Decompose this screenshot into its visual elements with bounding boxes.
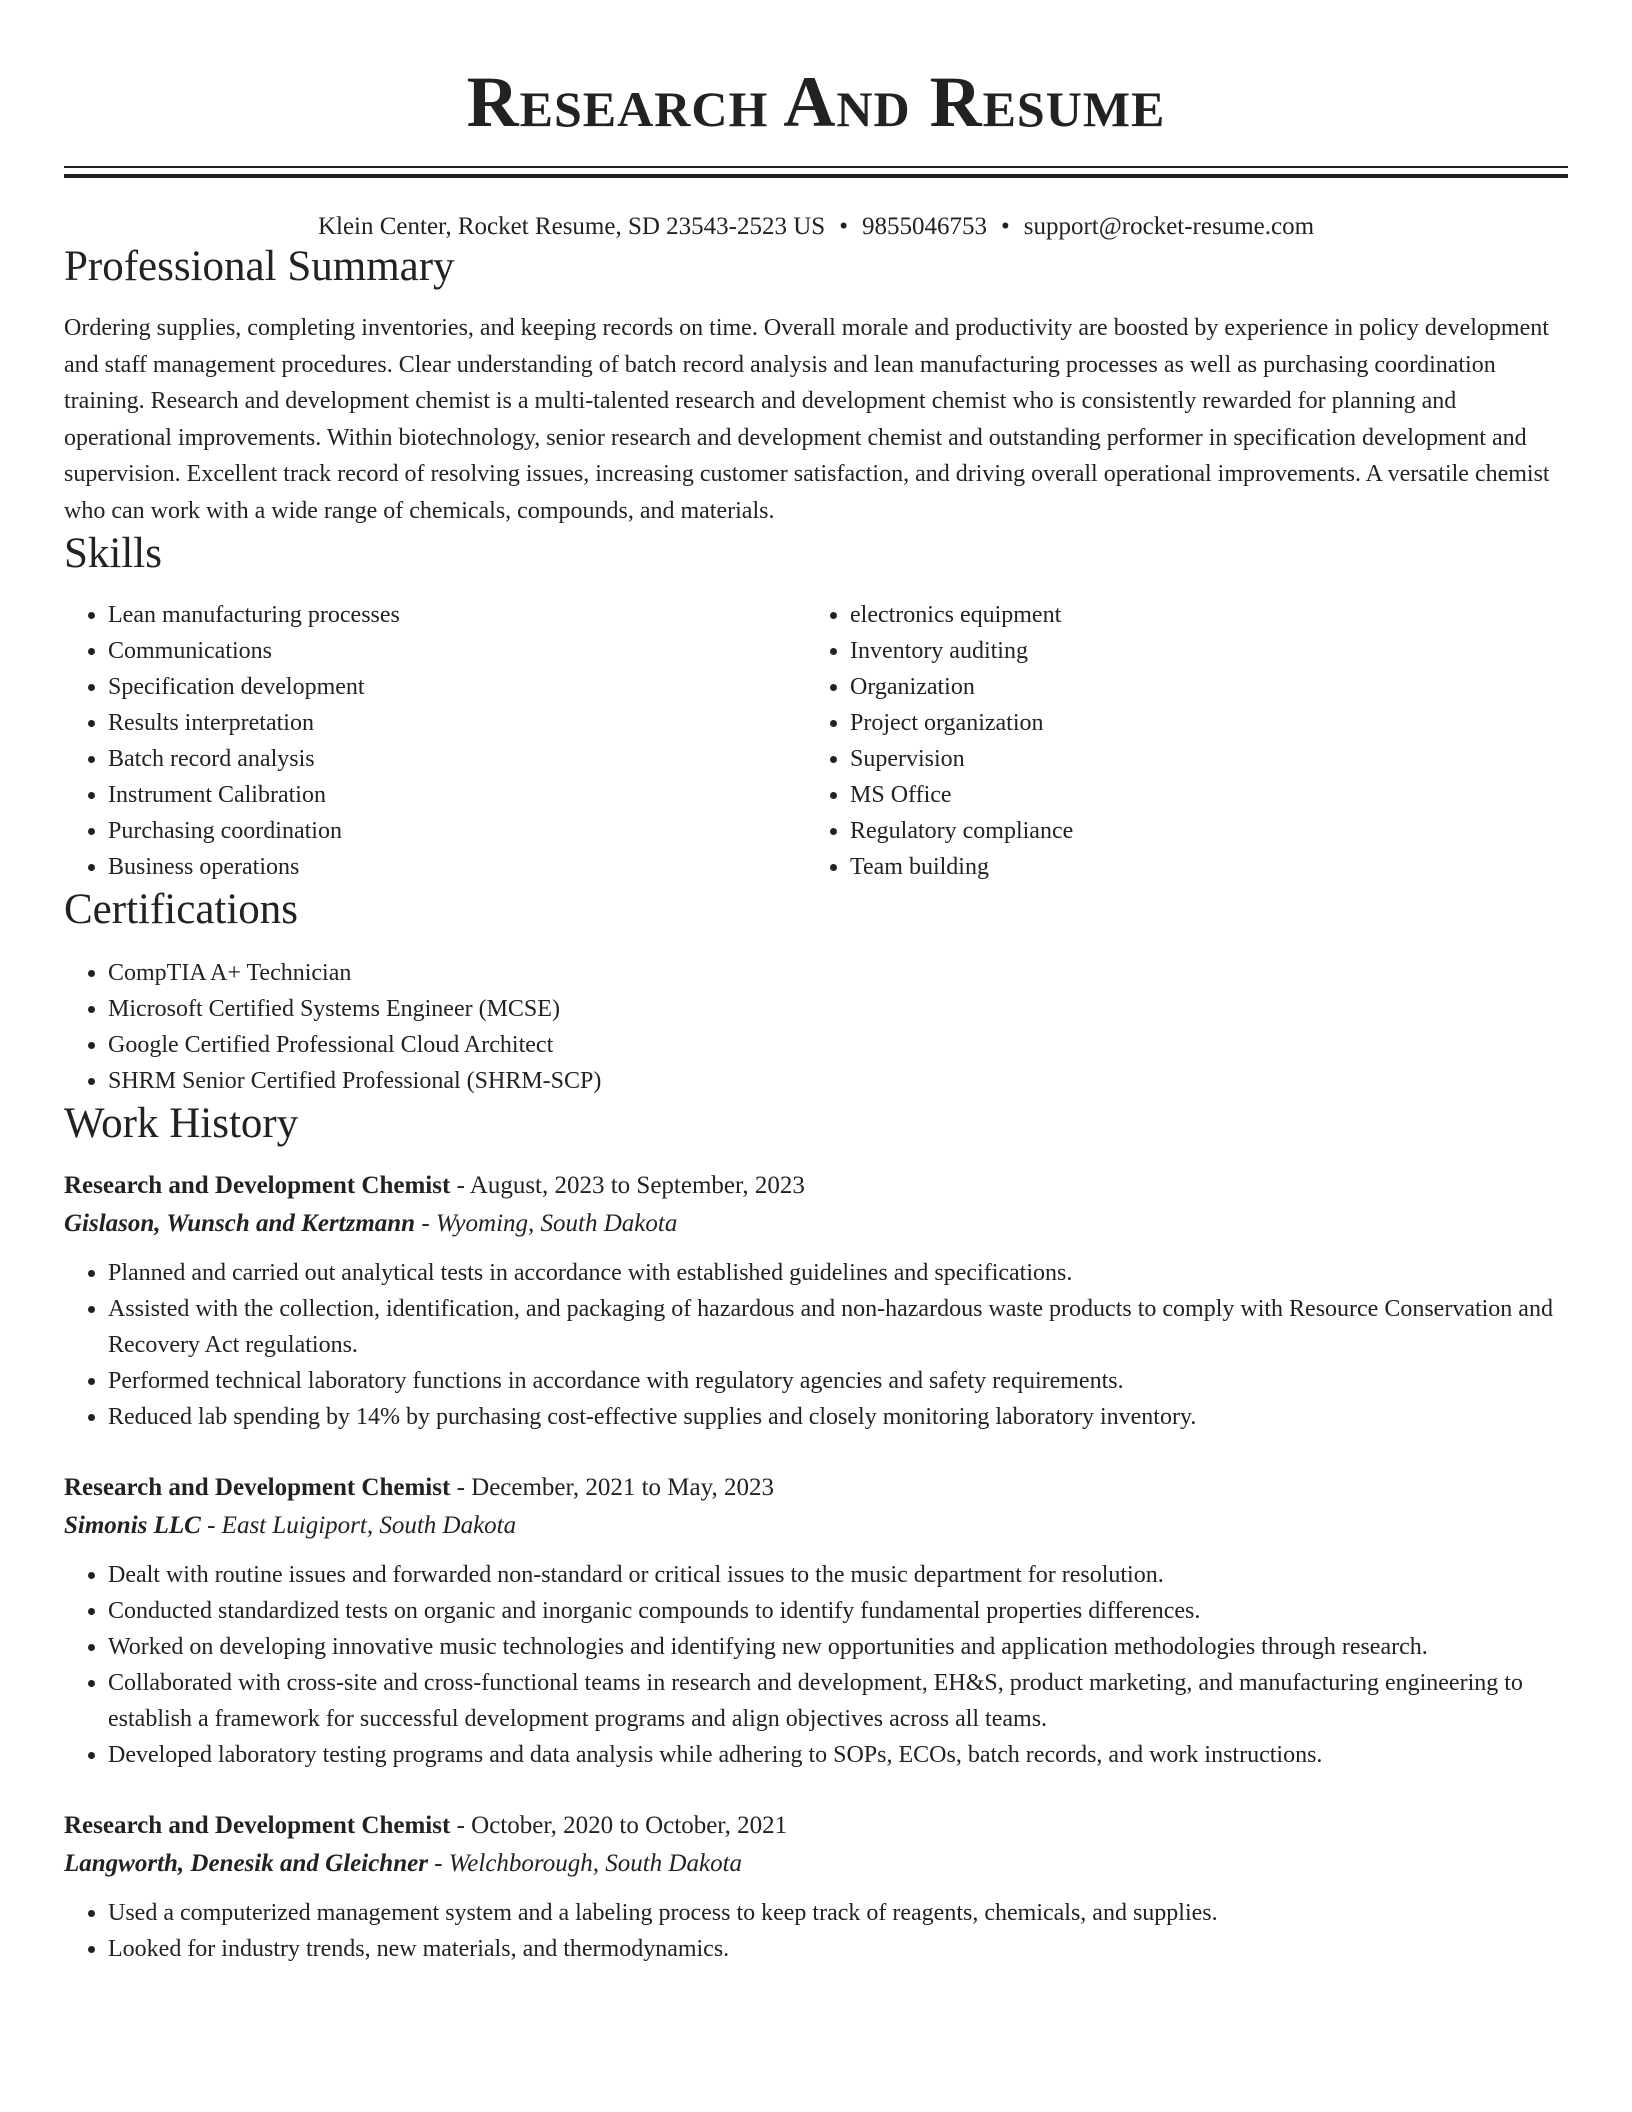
job-bullets [64,1255,1568,1435]
contact-email: support@rocket-resume.com [1023,213,1315,240]
job-bullets [64,1557,1568,1773]
job-entry [64,1469,1568,1773]
job-location: - Wyoming, South Dakota [415,1210,678,1237]
section-title-skills: Skills [64,530,162,577]
skills-columns [64,597,1568,885]
skill-item: • electronics equipment [850,597,1548,633]
job-role: Research and Development Chemist [64,1812,451,1839]
job-bullet: • Developed laboratory testing programs and data analysis while adhering to SOPs, ECOs, batch records, and work instructions. [108,1737,1568,1773]
job-entry [64,1167,1568,1435]
certification-item: • Microsoft Certified Systems Engineer (MCSE) [108,991,1568,1027]
job-bullet: • Looked for industry trends, new materials, and thermodynamics. [108,1931,1568,1967]
section-title-certifications: Certifications [64,886,299,933]
certification-item: • Google Certified Professional Cloud Architect [108,1027,1568,1063]
job-bullet: • Worked on developing innovative music technologies and identifying new opportunities and application methodologies through research. [108,1629,1568,1665]
job-bullet: • Used a computerized management system and a labeling process to keep track of reagents, chemicals, and supplies. [108,1895,1568,1931]
skill-item: • Instrument Calibration [108,777,806,813]
section-title-summary: Professional Summary [64,243,455,290]
job-location: - East Luigiport, South Dakota [200,1512,517,1539]
job-company-line [64,1205,1568,1243]
job-bullet: • Assisted with the collection, identification, and packaging of hazardous and non-hazardous waste products to comply with Resource Conservation and Recovery Act regulations. [108,1291,1568,1363]
job-title-line [64,1167,1568,1205]
job-title-line [64,1807,1568,1845]
job-dates: - August, 2023 to September, 2023 [450,1172,805,1199]
job-company-line [64,1507,1568,1545]
contact-address: Klein Center, Rocket Resume, SD 23543-2523 US [317,213,826,240]
contact-phone: 9855046753 [861,213,987,240]
job-bullet: • Conducted standardized tests on organic and inorganic compounds to identify fundamental properties differences. [108,1593,1568,1629]
job-company: Langworth, Denesik and Gleichner [64,1850,428,1877]
contact-separator: • [839,213,848,240]
job-bullet: • Dealt with routine issues and forwarded non-standard or critical issues to the music department for resolution. [108,1557,1568,1593]
job-entry [64,1807,1568,1967]
skill-item: • Inventory auditing [850,633,1548,669]
job-company-line [64,1845,1568,1883]
skills-list-left [64,597,806,885]
job-bullet: • Planned and carried out analytical tests in accordance with established guidelines and specifications. [108,1255,1568,1291]
job-location: - Welchborough, South Dakota [427,1850,743,1877]
job-bullets [64,1895,1568,1967]
skill-item: • Lean manufacturing processes [108,597,806,633]
certification-item: • SHRM Senior Certified Professional (SHRM-SCP) [108,1063,1568,1099]
skill-item: • Supervision [850,741,1548,777]
job-bullet: • Collaborated with cross-site and cross-functional teams in research and development, EH&S, product marketing, and manufacturing engineering to establish a framework for successful development programs and align objectives across all teams. [108,1665,1568,1737]
skill-item: • Organization [850,669,1548,705]
certification-item: • CompTIA A+ Technician [108,955,1568,991]
header-divider-thick [64,174,1568,178]
job-title-line [64,1469,1568,1507]
contact-separator: • [1000,213,1010,240]
skill-item: • Results interpretation [108,705,806,741]
skill-item: • Purchasing coordination [108,813,806,849]
contact-line [64,212,1568,242]
skills-list-right [806,597,1548,885]
job-company: Gislason, Wunsch and Kertzmann [64,1210,416,1237]
summary-text: Ordering supplies, completing inventories, and keeping records on time. Overall morale and productivity are boosted by experience in policy development and staff management procedures. Clear understanding of batch record analysis and lean manufacturing processes as well as purchasing coordination training. Research and development chemist is a multi-talented research and development chemist who is consistently rewarded for planning and operational improvements. Within biotechnology, senior research and development chemist and outstanding performer in specification development and supervision. Excellent track record of resolving issues, increasing customer satisfaction, and driving overall operational improvements. A versatile chemist who can work with a wide range of chemicals, compounds, and materials. [64,315,1550,524]
resume-page [64,0,1568,1967]
section-title-work-history: Work History [64,1100,299,1147]
skill-item: • Batch record analysis [108,741,806,777]
resume-name: Research And Resume [466,62,1166,142]
job-bullet: • Performed technical laboratory functions in accordance with regulatory agencies and safety requirements. [108,1363,1568,1399]
skill-item: • Communications [108,633,806,669]
job-role: Research and Development Chemist [64,1474,451,1501]
skill-item: • MS Office [850,777,1548,813]
skill-item: • Project organization [850,705,1548,741]
job-dates: - October, 2020 to October, 2021 [450,1812,788,1839]
skill-item: • Regulatory compliance [850,813,1548,849]
skill-item: • Specification development [108,669,806,705]
header-divider-thin [64,166,1568,168]
job-role: Research and Development Chemist [64,1172,451,1199]
job-company: Simonis LLC [64,1512,201,1539]
skill-item: • Team building [850,849,1548,885]
job-dates: - December, 2021 to May, 2023 [450,1474,774,1501]
job-bullet: • Reduced lab spending by 14% by purchasing cost-effective supplies and closely monitoring laboratory inventory. [108,1399,1568,1435]
certifications-list [64,955,1568,1099]
skill-item: • Business operations [108,849,806,885]
